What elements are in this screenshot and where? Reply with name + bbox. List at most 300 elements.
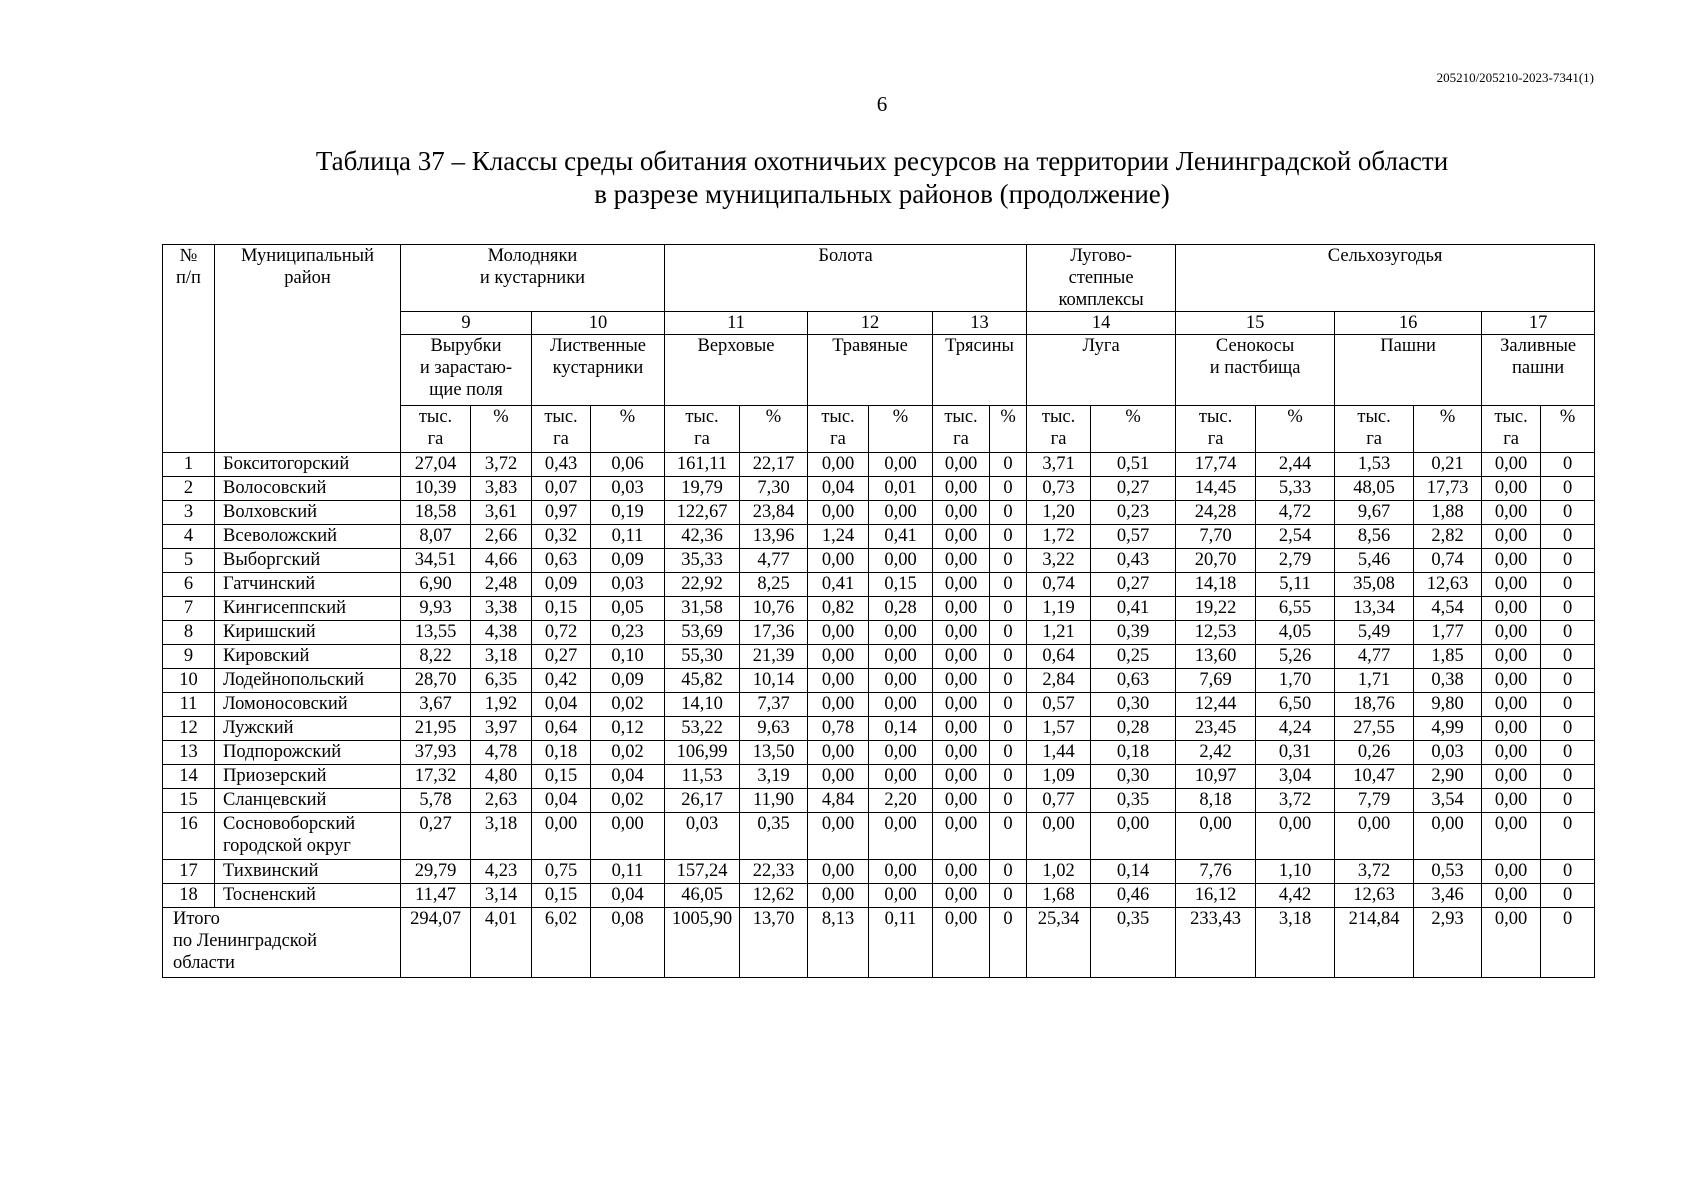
table-row [163, 501, 1595, 525]
value-cell: 10,97 [1176, 765, 1256, 789]
value-cell: 0,00 [933, 621, 990, 645]
cell-line: и зарастаю- [419, 358, 513, 378]
value-cell: 55,30 [665, 645, 740, 669]
value-cell: 0,63 [1091, 669, 1176, 693]
header-col-number: 10 [532, 312, 665, 335]
value-cell: 14,45 [1176, 477, 1256, 501]
table-row [163, 789, 1595, 813]
value-cell: 53,69 [665, 621, 740, 645]
value-cell: 0,00 [1482, 717, 1541, 741]
value-cell: 0,03 [1414, 741, 1482, 765]
value-cell: 10,76 [740, 597, 808, 621]
value-cell: 0,03 [591, 573, 665, 597]
cell-line: комплексы [1058, 290, 1144, 310]
value-cell: 0,00 [1482, 693, 1541, 717]
cell-line: Ломоносовский [223, 694, 348, 714]
total-row [163, 908, 1595, 978]
value-cell: 3,22 [1027, 549, 1091, 573]
value-cell: 0 [990, 765, 1027, 789]
row-number: 6 [163, 573, 215, 597]
row-number: 1 [163, 453, 215, 477]
value-cell: 0,78 [808, 717, 869, 741]
value-cell: 1,71 [1335, 669, 1414, 693]
value-cell: 18,58 [401, 501, 471, 525]
value-cell: 4,05 [1256, 621, 1335, 645]
row-number: 12 [163, 717, 215, 741]
cell-line: тыс. [544, 407, 578, 427]
row-number: 13 [163, 741, 215, 765]
value-cell: 34,51 [401, 549, 471, 573]
district-name [215, 453, 401, 477]
value-cell: 0,00 [869, 884, 933, 908]
cell-line: городской округ [223, 836, 351, 856]
table-row [163, 741, 1595, 765]
cell-line: Кировский [223, 646, 310, 666]
header-unit-percent: % [1541, 406, 1595, 453]
value-cell: 3,61 [471, 501, 532, 525]
header-unit-area [401, 406, 471, 453]
value-cell: 0,00 [1176, 813, 1256, 860]
value-cell: 23,45 [1176, 717, 1256, 741]
value-cell: 1,53 [1335, 453, 1414, 477]
header-col-name [401, 335, 532, 406]
value-cell: 0 [990, 789, 1027, 813]
value-cell: 8,22 [401, 645, 471, 669]
value-cell: 0,10 [591, 645, 665, 669]
value-cell: 29,79 [401, 860, 471, 884]
cell-line: Вырубки [430, 336, 502, 356]
table-title-line-2: в разрезе муниципальных районов (продолжение) [594, 179, 1170, 209]
value-cell: 42,36 [665, 525, 740, 549]
value-cell: 17,73 [1414, 477, 1482, 501]
value-cell: 0,00 [591, 813, 665, 860]
value-cell: 31,58 [665, 597, 740, 621]
cell-line: тыс. [1198, 407, 1233, 427]
value-cell: 22,92 [665, 573, 740, 597]
total-value-cell: 0,00 [933, 908, 990, 978]
value-cell: 1,88 [1414, 501, 1482, 525]
header-unit-percent: % [1091, 406, 1176, 453]
value-cell: 0,57 [1027, 693, 1091, 717]
cell-line: Болота [818, 246, 873, 266]
cell-line: Луга [1082, 336, 1120, 356]
value-cell: 0,00 [1482, 860, 1541, 884]
value-cell: 35,33 [665, 549, 740, 573]
habitat-classes-table [162, 244, 1595, 978]
value-cell: 11,47 [401, 884, 471, 908]
value-cell: 0 [1541, 717, 1595, 741]
value-cell: 0,00 [869, 621, 933, 645]
value-cell: 0,23 [591, 621, 665, 645]
value-cell: 3,19 [740, 765, 808, 789]
row-number: 5 [163, 549, 215, 573]
value-cell: 22,17 [740, 453, 808, 477]
cell-line: тыс. [944, 407, 978, 427]
total-value-cell: 294,07 [401, 908, 471, 978]
value-cell: 4,84 [808, 789, 869, 813]
table-row [163, 645, 1595, 669]
cell-line: Травяные [832, 336, 908, 356]
header-col-name [808, 335, 933, 406]
value-cell: 0,39 [1091, 621, 1176, 645]
value-cell: 8,18 [1176, 789, 1256, 813]
value-cell: 3,72 [471, 453, 532, 477]
value-cell: 0,00 [1482, 741, 1541, 765]
value-cell: 0 [1541, 669, 1595, 693]
cell-line: га [1050, 429, 1067, 449]
header-col-name [1482, 335, 1595, 406]
value-cell: 0,00 [869, 453, 933, 477]
table-row [163, 621, 1595, 645]
cell-line: щие поля [429, 380, 503, 400]
header-col-number: 13 [933, 312, 1027, 335]
row-number: 17 [163, 860, 215, 884]
value-cell: 0 [1541, 860, 1595, 884]
cell-line: кустарники [552, 358, 644, 378]
value-cell: 2,82 [1414, 525, 1482, 549]
cell-line: Подпорожский [223, 742, 342, 762]
cell-line: тыс. [418, 407, 453, 427]
value-cell: 17,74 [1176, 453, 1256, 477]
district-name [215, 549, 401, 573]
value-cell: 0,05 [591, 597, 665, 621]
header-col-name [665, 335, 808, 406]
header-col-number: 14 [1027, 312, 1176, 335]
value-cell: 0 [990, 717, 1027, 741]
cell-line: п/п [176, 268, 201, 288]
header-unit-area [1482, 406, 1541, 453]
cell-line: га [1503, 429, 1519, 449]
value-cell: 0,00 [1027, 813, 1091, 860]
cell-line: Сенокосы [1215, 336, 1295, 356]
cell-line: тыс. [685, 407, 719, 427]
value-cell: 0,18 [532, 741, 591, 765]
value-cell: 14,10 [665, 693, 740, 717]
value-cell: 0,00 [933, 789, 990, 813]
value-cell: 0 [1541, 453, 1595, 477]
value-cell: 0,02 [591, 741, 665, 765]
header-group-bogs [665, 245, 1027, 312]
cell-line: и кустарники [479, 268, 586, 288]
value-cell: 0,00 [808, 693, 869, 717]
value-cell: 1,57 [1027, 717, 1091, 741]
value-cell: 0 [990, 453, 1027, 477]
total-value-cell: 8,13 [808, 908, 869, 978]
value-cell: 0,00 [1482, 573, 1541, 597]
value-cell: 37,93 [401, 741, 471, 765]
value-cell: 0 [1541, 549, 1595, 573]
value-cell: 53,22 [665, 717, 740, 741]
value-cell: 0,72 [532, 621, 591, 645]
cell-line: Сельхозугодья [1327, 246, 1443, 266]
cell-line: Сосновоборский [223, 814, 356, 834]
value-cell: 14,18 [1176, 573, 1256, 597]
value-cell: 0,00 [933, 884, 990, 908]
cell-line: Муниципальный [240, 246, 374, 266]
value-cell: 45,82 [665, 669, 740, 693]
value-cell: 17,32 [401, 765, 471, 789]
value-cell: 3,38 [471, 597, 532, 621]
cell-line: Гатчинский [223, 574, 316, 594]
value-cell: 24,28 [1176, 501, 1256, 525]
value-cell: 0 [1541, 765, 1595, 789]
value-cell: 0,21 [1414, 453, 1482, 477]
value-cell: 0,82 [808, 597, 869, 621]
value-cell: 0 [1541, 573, 1595, 597]
header-unit-area [665, 406, 740, 453]
value-cell: 3,83 [471, 477, 532, 501]
value-cell: 12,53 [1176, 621, 1256, 645]
row-number: 8 [163, 621, 215, 645]
table-row [163, 549, 1595, 573]
header-col-name [933, 335, 1027, 406]
cell-line: и пастбища [1209, 358, 1301, 378]
total-value-cell: 214,84 [1335, 908, 1414, 978]
value-cell: 4,80 [471, 765, 532, 789]
cell-line: Лужский [223, 718, 294, 738]
value-cell: 5,26 [1256, 645, 1335, 669]
value-cell: 11,90 [740, 789, 808, 813]
row-number: 14 [163, 765, 215, 789]
value-cell: 0 [1541, 884, 1595, 908]
total-value-cell: 0 [990, 908, 1027, 978]
value-cell: 12,63 [1414, 573, 1482, 597]
value-cell: 10,39 [401, 477, 471, 501]
header-col-name [1335, 335, 1482, 406]
header-unit-percent: % [591, 406, 665, 453]
value-cell: 0,35 [740, 813, 808, 860]
value-cell: 9,67 [1335, 501, 1414, 525]
value-cell: 0,75 [532, 860, 591, 884]
value-cell: 7,79 [1335, 789, 1414, 813]
district-name [215, 884, 401, 908]
row-number: 18 [163, 884, 215, 908]
value-cell: 0,04 [591, 765, 665, 789]
value-cell: 161,11 [665, 453, 740, 477]
value-cell: 8,56 [1335, 525, 1414, 549]
value-cell: 4,78 [471, 741, 532, 765]
header-unit-area [1176, 406, 1256, 453]
value-cell: 2,44 [1256, 453, 1335, 477]
district-name [215, 477, 401, 501]
value-cell: 28,70 [401, 669, 471, 693]
value-cell: 4,23 [471, 860, 532, 884]
header-unit-area [1027, 406, 1091, 453]
value-cell: 0,25 [1091, 645, 1176, 669]
value-cell: 5,49 [1335, 621, 1414, 645]
value-cell: 0,07 [532, 477, 591, 501]
value-cell: 3,71 [1027, 453, 1091, 477]
value-cell: 0 [990, 669, 1027, 693]
value-cell: 0,43 [532, 453, 591, 477]
total-value-cell: 0,08 [591, 908, 665, 978]
total-value-cell: 1005,90 [665, 908, 740, 978]
cell-line: тыс. [1357, 407, 1391, 427]
header-num [163, 245, 215, 453]
district-name [215, 693, 401, 717]
cell-line: Всеволожский [223, 526, 338, 546]
value-cell: 0 [990, 884, 1027, 908]
cell-line: тыс. [1041, 407, 1076, 427]
value-cell: 1,02 [1027, 860, 1091, 884]
row-number: 11 [163, 693, 215, 717]
value-cell: 27,55 [1335, 717, 1414, 741]
cell-line: Молодняки [487, 246, 578, 266]
value-cell: 3,72 [1335, 860, 1414, 884]
value-cell: 13,60 [1176, 645, 1256, 669]
value-cell: 4,54 [1414, 597, 1482, 621]
value-cell: 0,77 [1027, 789, 1091, 813]
value-cell: 0,00 [933, 860, 990, 884]
value-cell: 7,69 [1176, 669, 1256, 693]
cell-line: га [1366, 429, 1382, 449]
page-number: 6 [876, 92, 888, 116]
header-unit-area [808, 406, 869, 453]
value-cell: 0,63 [532, 549, 591, 573]
value-cell: 0,03 [665, 813, 740, 860]
value-cell: 0,27 [1091, 573, 1176, 597]
table-title-line-1: Таблица 37 – Классы среды обитания охотничьих ресурсов на территории Ленинградской области [315, 146, 1449, 176]
value-cell: 0,74 [1027, 573, 1091, 597]
row-number: 7 [163, 597, 215, 621]
value-cell: 0,15 [532, 884, 591, 908]
value-cell: 0,00 [869, 693, 933, 717]
row-number: 4 [163, 525, 215, 549]
value-cell: 0,18 [1091, 741, 1176, 765]
value-cell: 0,00 [933, 549, 990, 573]
cell-line: Тихвинский [223, 861, 319, 881]
header-unit-percent: % [1256, 406, 1335, 453]
value-cell: 0,00 [808, 741, 869, 765]
value-cell: 0,00 [869, 549, 933, 573]
value-cell: 0 [990, 477, 1027, 501]
value-cell: 5,46 [1335, 549, 1414, 573]
header-group-farm [1176, 245, 1595, 312]
value-cell: 3,04 [1256, 765, 1335, 789]
value-cell: 0,46 [1091, 884, 1176, 908]
document-id: 205210/205210-2023-7341(1) [1436, 70, 1594, 85]
value-cell: 0 [1541, 621, 1595, 645]
value-cell: 0,04 [532, 693, 591, 717]
value-cell: 0,11 [591, 525, 665, 549]
header-unit-percent: % [740, 406, 808, 453]
value-cell: 0,04 [591, 884, 665, 908]
district-name [215, 597, 401, 621]
value-cell: 0,26 [1335, 741, 1414, 765]
value-cell: 0,14 [869, 717, 933, 741]
cell-line: Бокситогорский [223, 454, 350, 474]
value-cell: 12,44 [1176, 693, 1256, 717]
cell-line: Кингисеппский [223, 598, 347, 618]
value-cell: 0,02 [591, 693, 665, 717]
value-cell: 9,93 [401, 597, 471, 621]
value-cell: 2,42 [1176, 741, 1256, 765]
district-name [215, 645, 401, 669]
value-cell: 0 [990, 645, 1027, 669]
value-cell: 0,41 [808, 573, 869, 597]
value-cell: 0,00 [808, 453, 869, 477]
value-cell: 2,63 [471, 789, 532, 813]
value-cell: 46,05 [665, 884, 740, 908]
value-cell: 12,62 [740, 884, 808, 908]
value-cell: 2,90 [1414, 765, 1482, 789]
cell-line: по Ленинградской [173, 931, 317, 951]
cell-line: № [179, 246, 198, 266]
value-cell: 0,15 [869, 573, 933, 597]
cell-line: га [1207, 429, 1224, 449]
value-cell: 0 [990, 741, 1027, 765]
cell-line: тыс. [821, 407, 855, 427]
cell-line: Выборгский [223, 550, 321, 570]
header-unit-percent: % [990, 406, 1027, 453]
value-cell: 3,18 [471, 813, 532, 860]
value-cell: 122,67 [665, 501, 740, 525]
total-value-cell: 0,00 [1482, 908, 1541, 978]
value-cell: 4,24 [1256, 717, 1335, 741]
table-row [163, 597, 1595, 621]
cell-line: Заливные [1500, 336, 1577, 356]
value-cell: 0,00 [869, 669, 933, 693]
cell-line: Волосовский [223, 478, 327, 498]
value-cell: 0,04 [532, 789, 591, 813]
value-cell: 0,23 [1091, 501, 1176, 525]
cell-line: Верховые [697, 336, 775, 356]
value-cell: 0,30 [1091, 765, 1176, 789]
value-cell: 13,34 [1335, 597, 1414, 621]
value-cell: 0,00 [1482, 884, 1541, 908]
total-value-cell: 0,35 [1091, 908, 1176, 978]
total-value-cell: 13,70 [740, 908, 808, 978]
value-cell: 0 [990, 549, 1027, 573]
value-cell: 0,00 [1482, 597, 1541, 621]
header-district [215, 245, 401, 453]
table-row [163, 765, 1595, 789]
cell-line: Сланцевский [223, 790, 327, 810]
value-cell: 0,00 [869, 813, 933, 860]
value-cell: 0,41 [869, 525, 933, 549]
value-cell: 0,53 [1414, 860, 1482, 884]
value-cell: 4,99 [1414, 717, 1482, 741]
value-cell: 0,00 [1256, 813, 1335, 860]
value-cell: 0,97 [532, 501, 591, 525]
value-cell: 0 [1541, 525, 1595, 549]
value-cell: 23,84 [740, 501, 808, 525]
row-number: 2 [163, 477, 215, 501]
value-cell: 0,00 [869, 501, 933, 525]
cell-line: Лугово- [1070, 246, 1132, 266]
value-cell: 2,84 [1027, 669, 1091, 693]
value-cell: 0,28 [869, 597, 933, 621]
value-cell: 4,66 [471, 549, 532, 573]
value-cell: 0 [990, 621, 1027, 645]
value-cell: 19,22 [1176, 597, 1256, 621]
header-unit-percent: % [471, 406, 532, 453]
value-cell: 0,06 [591, 453, 665, 477]
district-name [215, 525, 401, 549]
cell-line: район [284, 268, 331, 288]
value-cell: 0,09 [591, 549, 665, 573]
value-cell: 16,12 [1176, 884, 1256, 908]
header-col-name [1027, 335, 1176, 406]
value-cell: 1,68 [1027, 884, 1091, 908]
value-cell: 13,50 [740, 741, 808, 765]
value-cell: 0,00 [1482, 549, 1541, 573]
value-cell: 0,00 [933, 525, 990, 549]
value-cell: 1,09 [1027, 765, 1091, 789]
header-group-meadow [1027, 245, 1176, 312]
table-row [163, 573, 1595, 597]
cell-line: Приозерский [223, 766, 327, 786]
